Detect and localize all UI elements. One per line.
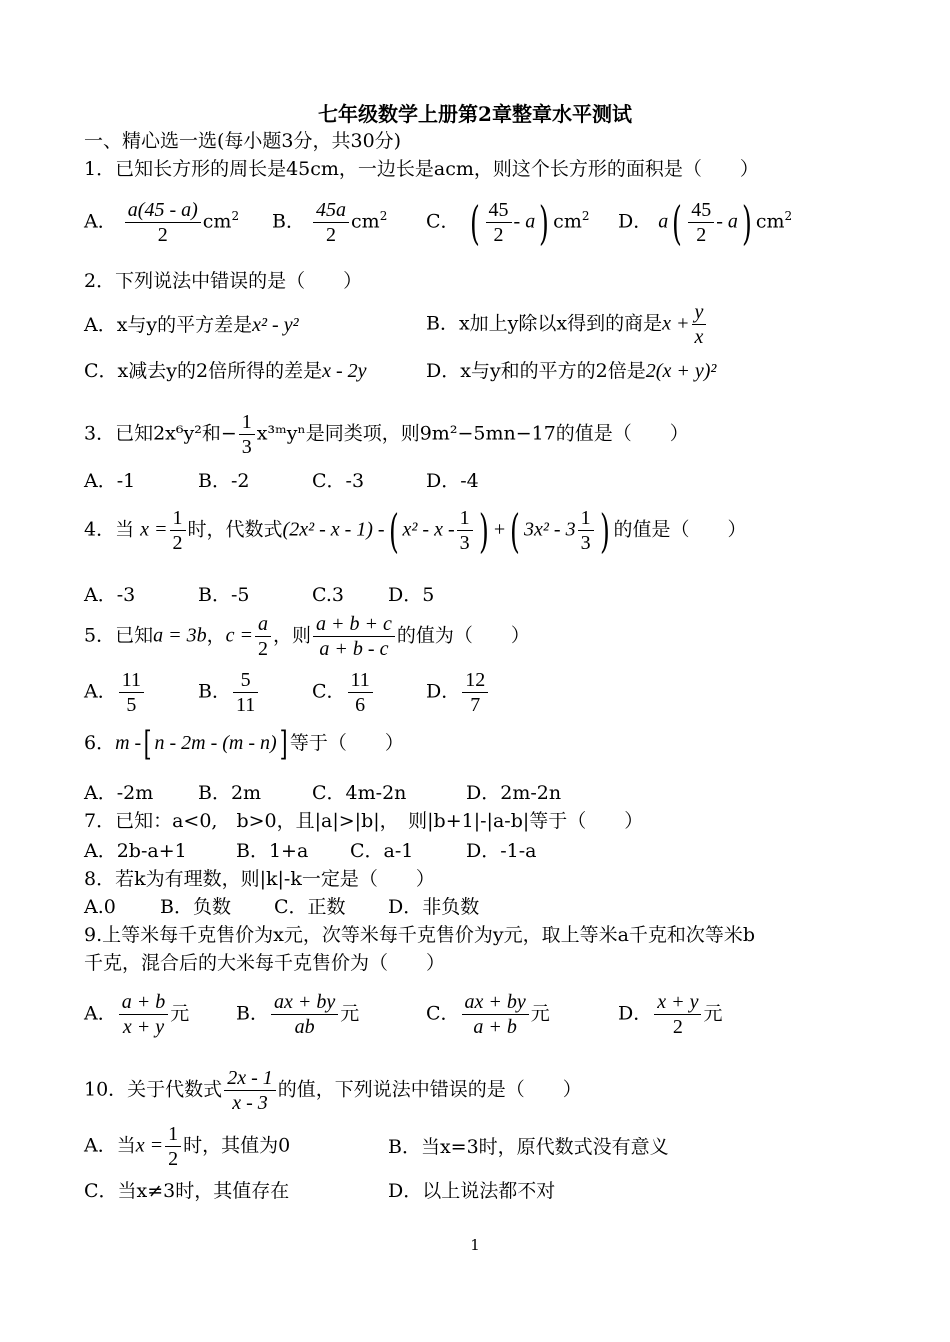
- expression: x - 2y: [322, 360, 367, 382]
- q3-option-a: A．-1: [84, 470, 136, 492]
- numerator: 2x - 1: [227, 1067, 273, 1089]
- expression: (2x² - x - 1) -: [282, 518, 385, 541]
- option-label: C．: [426, 1002, 460, 1025]
- numerator: y: [694, 301, 704, 323]
- q2-option-d: [426, 358, 716, 384]
- unit: 元: [170, 1002, 190, 1025]
- expression: x =: [135, 1134, 164, 1157]
- option-label: B．: [272, 210, 305, 233]
- fraction: [271, 990, 338, 1039]
- fraction: [348, 668, 373, 717]
- denominator: 2: [168, 1148, 179, 1170]
- q9-stem-line2: 千克，混合后的大米每千克售价为（ ）: [84, 952, 446, 974]
- q8-option-c: C．正数: [274, 896, 346, 918]
- denominator: 2: [326, 224, 337, 246]
- numerator: 1: [459, 507, 470, 529]
- q6-option-d: D．2m-2n: [466, 782, 562, 804]
- stem-text: ，则: [272, 624, 311, 647]
- denominator: 3: [241, 436, 252, 458]
- fraction: [313, 198, 349, 247]
- q10-option-b: B．当x=3时，原代数式没有意义: [388, 1136, 669, 1158]
- stem-text: 5．已知: [84, 624, 154, 647]
- expression: 3x² - 3: [524, 518, 576, 541]
- option-label: D．: [618, 1002, 653, 1025]
- denominator: 2: [672, 1016, 683, 1038]
- numerator: a(45 - a): [127, 199, 198, 221]
- q10-option-a: [84, 1122, 290, 1171]
- option-text: A．当: [84, 1134, 136, 1157]
- fraction: [462, 990, 529, 1039]
- q4-option-c: C.3: [312, 584, 344, 606]
- q8-option-b: B．负数: [160, 896, 231, 918]
- numerator: ax + by: [273, 991, 336, 1013]
- q8-option-d: D．非负数: [388, 896, 480, 918]
- q3-stem: [84, 410, 689, 459]
- fraction: [462, 668, 488, 717]
- numerator: 5: [240, 669, 251, 691]
- fraction: [165, 1122, 181, 1171]
- q4-option-b: B．-5: [198, 584, 250, 606]
- q5-option-c: [312, 668, 375, 717]
- fraction: [119, 990, 169, 1039]
- numerator: 1: [580, 507, 591, 529]
- denominator: 2: [157, 224, 168, 246]
- section-heading: 一、精心选一选(每小题3分，共30分): [84, 130, 402, 152]
- numerator: 1: [241, 411, 252, 433]
- numerator: 1: [168, 1123, 179, 1145]
- q5-option-d: [426, 668, 490, 717]
- denominator: a + b - c: [319, 638, 389, 660]
- expression: x² - y²: [252, 314, 299, 336]
- q10-option-c: C．当x≠3时，其值存在: [84, 1180, 290, 1202]
- q3-option-d: D．-4: [426, 470, 479, 492]
- numerator: 45: [691, 199, 712, 221]
- stem-text: 的值为（ ）: [396, 624, 530, 647]
- fraction: [224, 1066, 276, 1115]
- unit: cm: [553, 210, 582, 233]
- q6-stem: 6．m -[ n - 2m - (m - n)] 等于（ ）: [84, 724, 404, 764]
- q7-option-c: C．a-1: [350, 840, 414, 862]
- q9-option-c: [426, 990, 550, 1039]
- fraction: [457, 506, 473, 555]
- q8-stem: 8．若k为有理数，则|k|-k一定是（ ）: [84, 868, 435, 890]
- q10-stem: [84, 1066, 582, 1115]
- denominator: 3: [580, 532, 591, 554]
- q9-option-a: [84, 990, 189, 1039]
- page-number: 1: [470, 1236, 480, 1254]
- stem-text: 10．关于代数式: [84, 1078, 223, 1101]
- expression: a: [658, 210, 669, 233]
- q5-option-a: [84, 668, 146, 717]
- q7-option-d: D．-1-a: [466, 840, 537, 862]
- numerator: a + b: [121, 991, 166, 1013]
- denominator: 2: [172, 532, 183, 554]
- fraction: [239, 410, 255, 459]
- numerator: 1: [172, 507, 183, 529]
- numerator: x + y: [657, 991, 699, 1013]
- option-label: A．: [84, 1002, 117, 1025]
- q4-option-a: A．-3: [84, 584, 136, 606]
- option-label: D．: [426, 680, 461, 703]
- q6-option-c: C．4m-2n: [312, 782, 407, 804]
- fraction: [255, 612, 271, 661]
- q7-stem: 7．已知：a<0, b>0，且|a|>|b|， 则|b+1|-|a-b|等于（ ）: [84, 810, 644, 832]
- fraction: [692, 300, 707, 349]
- option-text: A．x与y的平方差是: [84, 314, 253, 336]
- expression: n - 2m - (m - n): [154, 732, 277, 754]
- fraction: [578, 506, 594, 555]
- fraction: [119, 668, 144, 717]
- q4-option-d: D．5: [388, 584, 435, 606]
- fraction: [233, 668, 258, 717]
- q9-option-b: [236, 990, 359, 1039]
- q10-option-d: D．以上说法都不对: [388, 1180, 556, 1202]
- stem-text: 的值，下列说法中错误的是（ ）: [277, 1078, 582, 1101]
- q1-option-b: B． $\frac{45a}{2}$ $cm^2$: [272, 199, 388, 246]
- numerator: 11: [121, 669, 141, 691]
- fraction: [486, 198, 512, 247]
- q7-option-b: B．1+a: [236, 840, 309, 862]
- expression: m -: [115, 732, 142, 754]
- denominator: 2: [257, 638, 268, 660]
- q4-stem: 4．当 x = $\frac{1}{2}$ 时，代数式(2x² - x - 1) -( x² - x - $\frac{1}{3}$ ) +( 3x² - 3 $\frac{1}{3}$ ) 的值是（ ）: [84, 503, 747, 558]
- stem-text: 的值是（ ）: [613, 518, 747, 541]
- unit: 元: [703, 1002, 723, 1025]
- numerator: 11: [350, 669, 370, 691]
- q1-option-a: A． $\frac{a(45 - a)}{2}$ $cm^2$: [84, 199, 240, 246]
- unit: cm: [202, 210, 232, 233]
- expression: x +: [662, 312, 690, 335]
- expression: a = 3b: [153, 624, 207, 647]
- option-label: B．: [236, 1002, 269, 1025]
- stem-text: ，: [206, 624, 226, 647]
- option-text: B．x加上y除以x得到的商是: [426, 312, 663, 335]
- option-label: A．: [84, 210, 117, 233]
- denominator: 3: [459, 532, 470, 554]
- denominator: 5: [126, 694, 137, 716]
- q6-option-a: A．-2m: [84, 782, 154, 804]
- numerator: a + b + c: [316, 613, 392, 635]
- denominator: 6: [355, 694, 366, 716]
- q2-option-b: [426, 300, 708, 349]
- q1-option-d: D． a( $\frac{45}{2}$ - a) $cm^2$: [618, 195, 793, 250]
- numerator: a: [257, 613, 268, 635]
- q5-stem: [84, 612, 530, 661]
- option-label: C．: [312, 680, 346, 703]
- stem-text: 6．: [84, 732, 116, 754]
- option-label: D．: [618, 210, 653, 233]
- denominator: a + b: [473, 1016, 517, 1038]
- q9-stem-line1: 9.上等米每千克售价为x元，次等米每千克售价为y元，取上等米a千克和次等米b: [84, 924, 756, 946]
- q3-option-c: C．-3: [312, 470, 365, 492]
- stem-text: 4．当: [84, 518, 135, 541]
- q2-stem: 2．下列说法中错误的是（ ）: [84, 270, 363, 292]
- stem-text: 时，代数式: [187, 518, 283, 541]
- option-label: C．: [426, 210, 460, 233]
- option-text: C．x减去y的2倍所得的差是: [84, 360, 323, 382]
- fraction: [313, 612, 395, 661]
- q7-option-a: A．2b-a+1: [84, 840, 187, 862]
- page-title: 七年级数学上册第2章整章水平测试: [318, 102, 632, 126]
- stem-text: 等于（ ）: [289, 732, 404, 754]
- q3-option-b: B．-2: [198, 470, 250, 492]
- stem-text: x³ᵐyⁿ是同类项，则9m²−5mn−17的值是（ ）: [256, 422, 689, 445]
- denominator: 7: [470, 694, 481, 716]
- numerator: 12: [465, 669, 486, 691]
- denominator: 11: [235, 694, 256, 716]
- numerator: ax + by: [464, 991, 526, 1013]
- q8-option-a: A.0: [84, 896, 116, 918]
- q2-option-c: [84, 358, 367, 384]
- unit: cm: [755, 210, 785, 233]
- denominator: ab: [294, 1016, 315, 1038]
- fraction: [688, 198, 714, 247]
- denominator: 2: [696, 224, 707, 246]
- denominator: 2: [493, 224, 504, 246]
- fraction: [654, 990, 701, 1039]
- expression: - a: [716, 210, 738, 233]
- option-text: 时，其值为0: [183, 1134, 291, 1157]
- option-text: D．x与y和的平方的2倍是: [426, 360, 646, 382]
- expression: 2(x + y)²: [645, 360, 717, 382]
- numerator: 45: [488, 199, 509, 221]
- stem-text: 3．已知2x⁶y²和−: [84, 422, 237, 445]
- fraction: [125, 198, 201, 247]
- expression: c =: [225, 624, 253, 647]
- q2-option-a: [84, 312, 299, 338]
- numerator: 45a: [316, 199, 347, 221]
- expression: - a: [513, 210, 536, 233]
- expression: x² - x -: [402, 518, 455, 541]
- fraction: [170, 506, 186, 555]
- q6-option-b: B．2m: [198, 782, 262, 804]
- q9-option-d: [618, 990, 723, 1039]
- expression: +: [492, 518, 507, 541]
- expression: x =: [140, 518, 168, 541]
- option-label: A．: [84, 680, 117, 703]
- unit: cm: [351, 210, 380, 233]
- unit: 元: [530, 1002, 550, 1025]
- q5-option-b: [198, 668, 260, 717]
- option-label: B．: [198, 680, 231, 703]
- unit: 元: [340, 1002, 360, 1025]
- q1-option-c: C． ( $\frac{45}{2}$ - a) $cm^2$: [426, 195, 590, 250]
- denominator: x - 3: [232, 1092, 268, 1114]
- denominator: x + y: [122, 1016, 165, 1038]
- q1-stem: 1．已知长方形的周长是45cm，一边长是acm，则这个长方形的面积是（ ）: [84, 158, 759, 180]
- denominator: x: [694, 326, 704, 348]
